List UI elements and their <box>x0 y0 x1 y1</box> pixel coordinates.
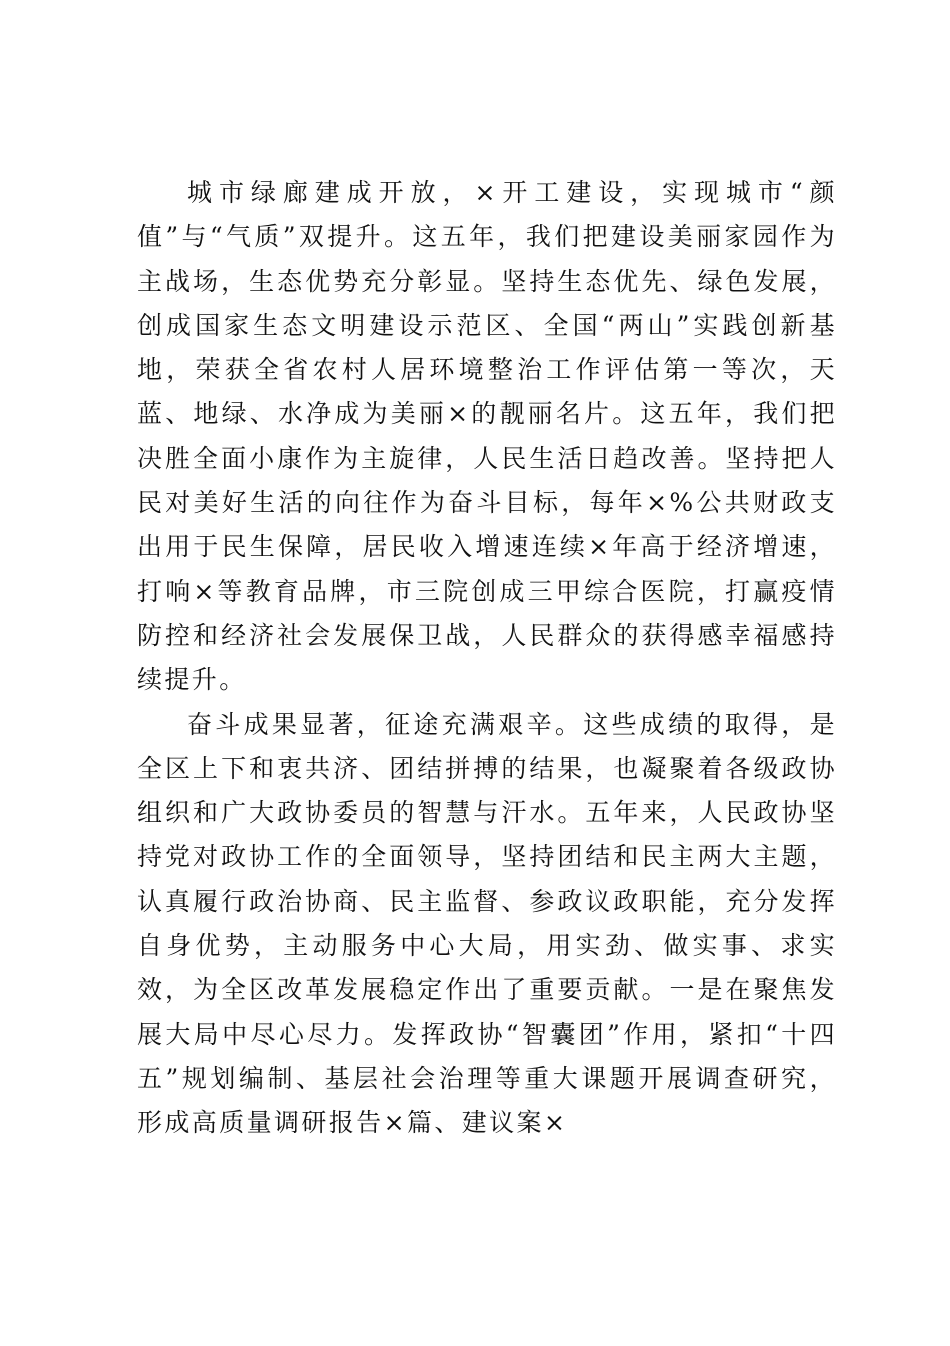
paragraph-1: 城市绿廊建成开放，×开工建设，实现城市“颜值”与“气质”双提升。这五年，我们把建设美丽家园作为主战场，生态优势充分彰显。坚持生态优先、绿色发展，创成国家生态文明建设示范区、全国“两山”实践创新基地，荣获全省农村人居环境整治工作评估第一等次，天蓝、地绿、水净成为美丽×的靓丽名片。这五年，我们把决胜全面小康作为主旋律，人民生活日趋改善。坚持把人民对美好生活的向往作为奋斗目标，每年×%公共财政支出用于民生保障，居民收入增速连续×年高于经济增速，打响×等教育品牌，市三院创成三甲综合医院，打赢疫情防控和经济社会发展保卫战，人民群众的获得感幸福感持续提升。 <box>137 178 837 695</box>
paragraph-2: 奋斗成果显著，征途充满艰辛。这些成绩的取得，是全区上下和衷共济、团结拼搏的结果，也凝聚着各级政协组织和广大政协委员的智慧与汗水。五年来，人民政协坚持党对政协工作的全面领导，坚持团结和民主两大主题，认真履行政治协商、民主监督、参政议政职能，充分发挥自身优势，主动服务中心大局，用实劲、做实事、求实效，为全区改革发展稳定作出了重要贡献。一是在聚焦发展大局中尽心尽力。发挥政协“智囊团”作用，紧扣“十四五”规划编制、基层社会治理等重大课题开展调查研究，形成高质量调研报告×篇、建议案× <box>137 709 837 1138</box>
document-body <box>137 171 837 1146</box>
